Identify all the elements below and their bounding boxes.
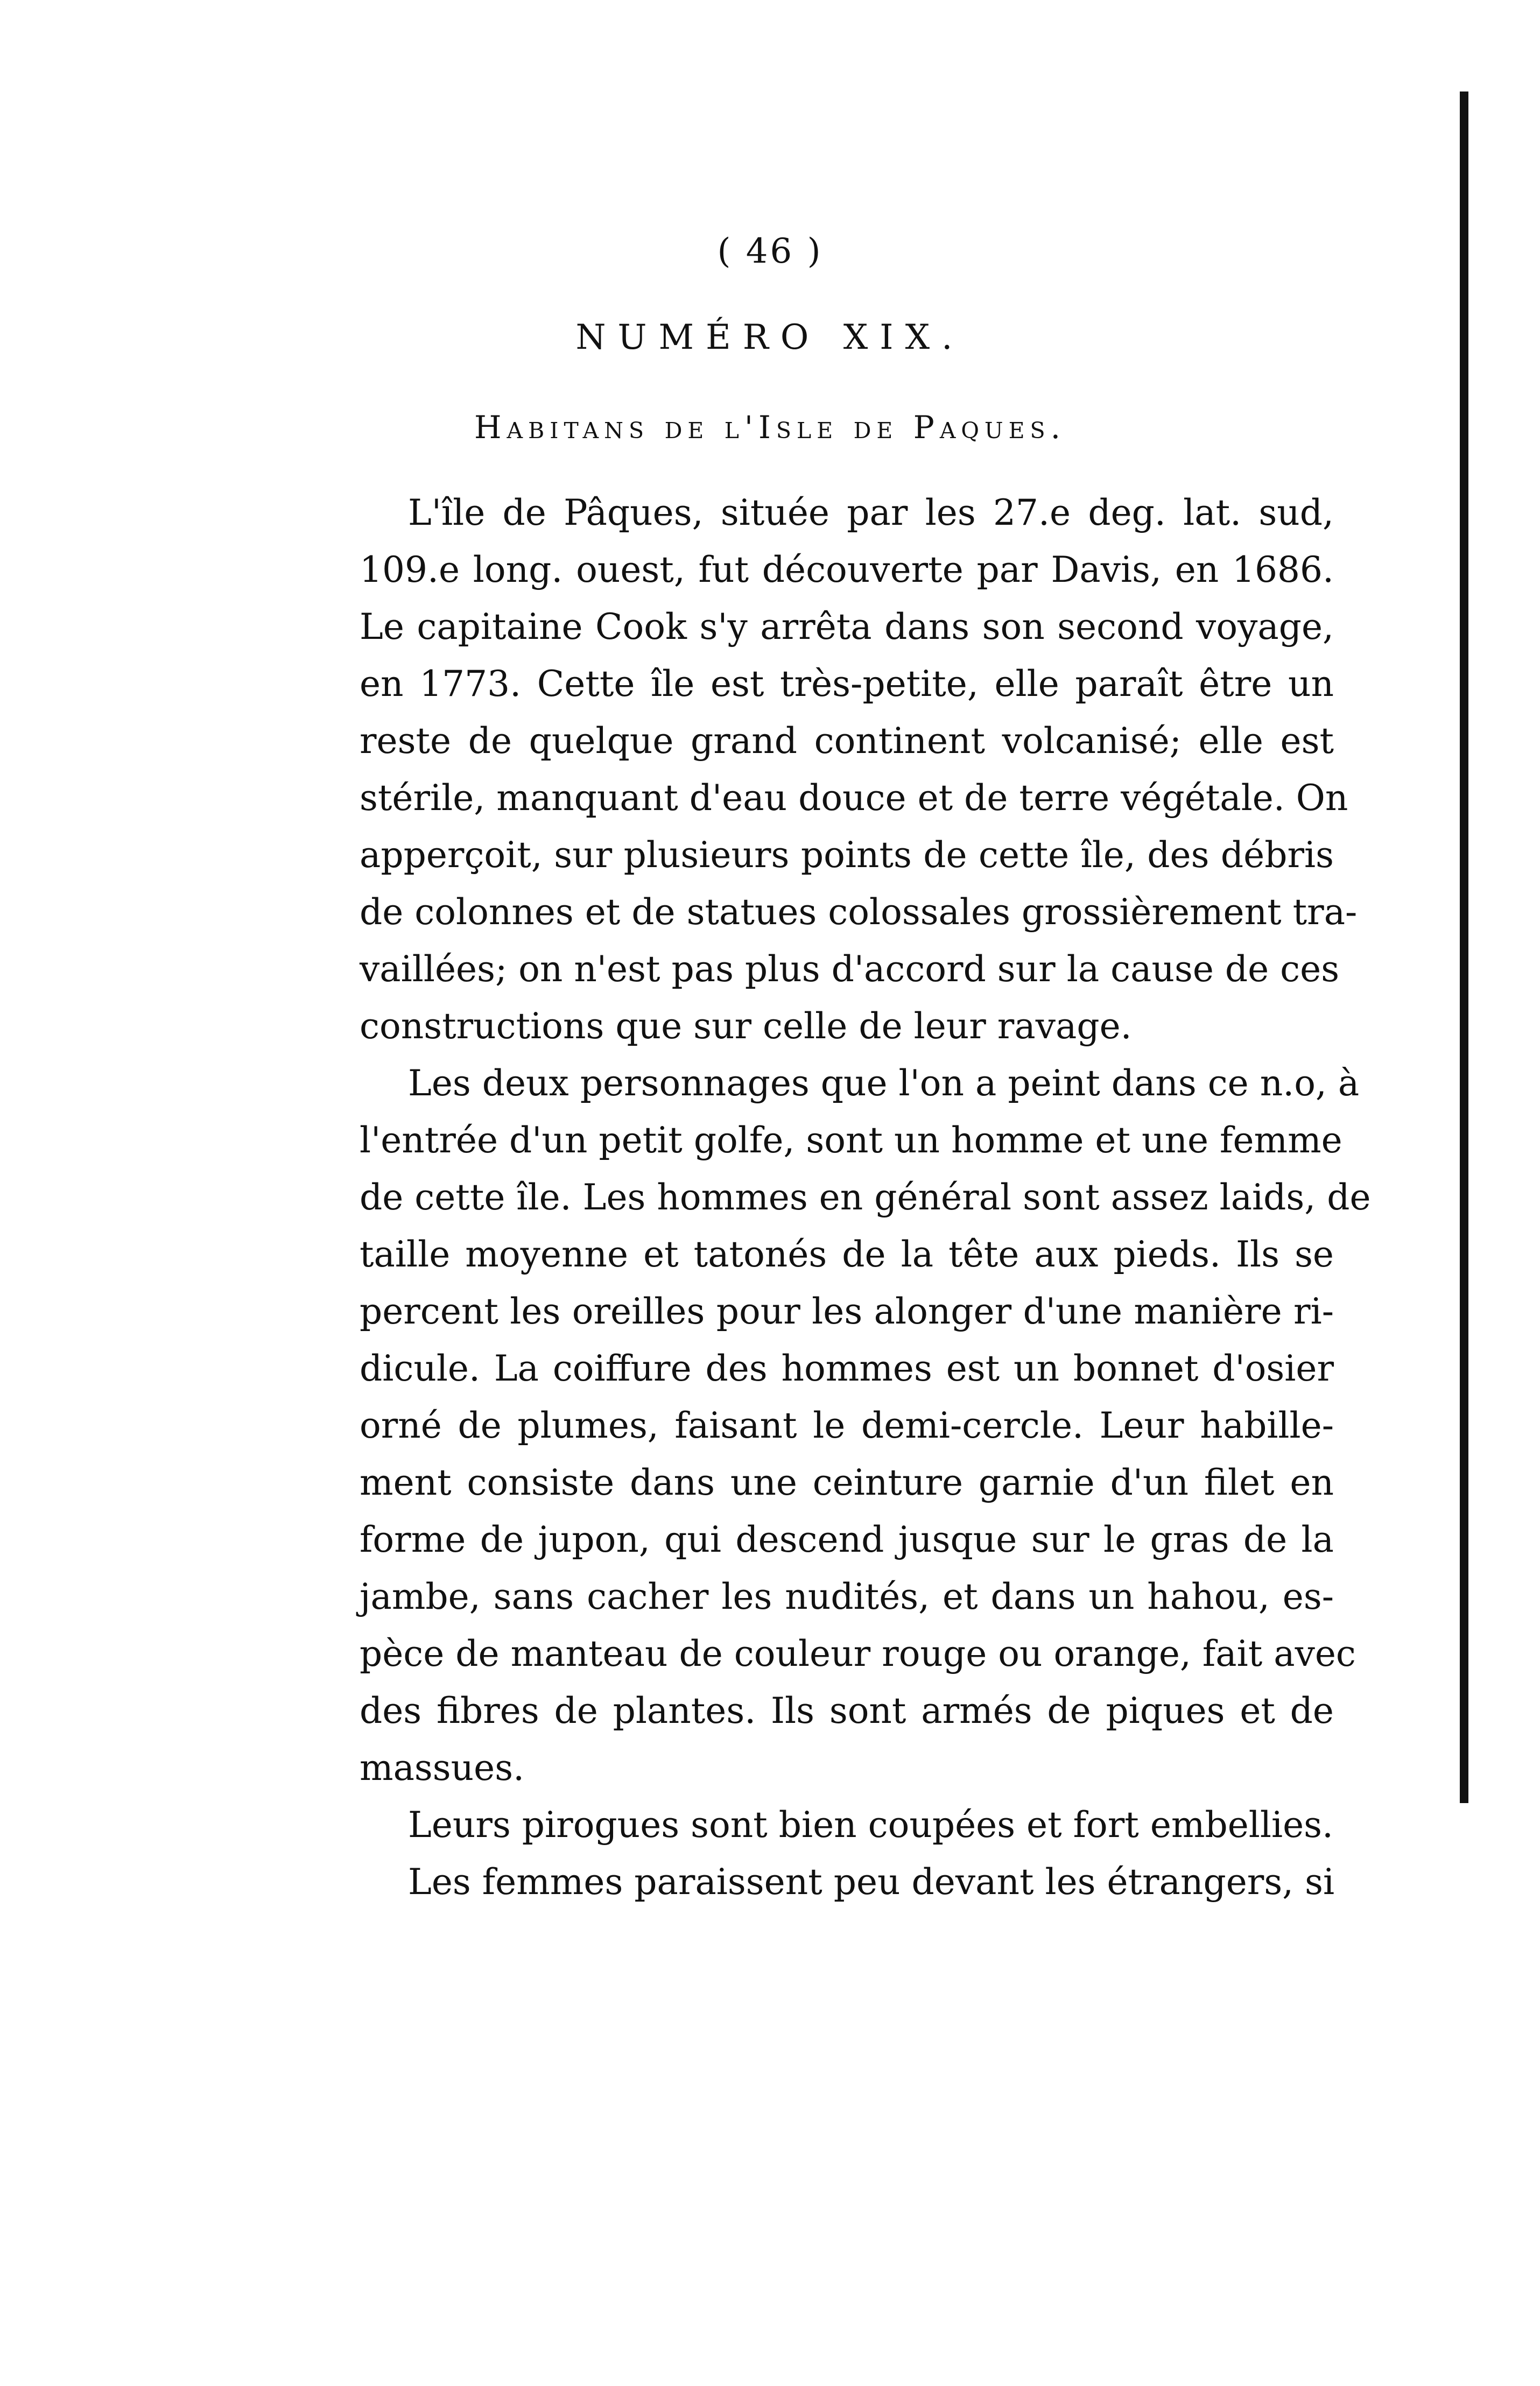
text-line: Le capitaine Cook s'y arrêta dans son second voyage, xyxy=(360,606,1334,647)
text-line: de cette île. Les hommes en général sont assez laids, de xyxy=(360,1177,1371,1218)
text-line: ment consiste dans une ceinture garnie d'un filet en xyxy=(360,1462,1334,1503)
paragraph xyxy=(360,484,1358,1055)
text-line: Leurs pirogues sont bien coupées et fort embellies. xyxy=(408,1804,1333,1846)
page-number: ( 46 ) xyxy=(717,231,823,271)
text-line: dicule. La coiffure des hommes est un bonnet d'osier xyxy=(360,1348,1334,1389)
text-line: L'île de Pâques, située par les 27.e deg. lat. sud, xyxy=(408,492,1334,533)
text-line: 109.e long. ouest, fut découverte par Davis, en 1686. xyxy=(360,549,1334,590)
text-line: de colonnes et de statues colossales grossièrement tra- xyxy=(360,891,1358,933)
text-line: pèce de manteau de couleur rouge ou orange, fait avec xyxy=(360,1633,1356,1674)
paragraph xyxy=(360,1055,1371,1797)
section-subtitle: Habitans de l'Isle de Paques. xyxy=(474,409,1066,446)
text-line: stérile, manquant d'eau douce et de terre végétale. On xyxy=(360,777,1348,819)
text-line: reste de quelque grand continent volcanisé; elle est xyxy=(360,720,1334,762)
text-line: orné de plumes, faisant le demi-cercle. Leur habille- xyxy=(360,1405,1334,1446)
text-line: vaillées; on n'est pas plus d'accord sur la cause de ces xyxy=(360,948,1340,990)
body-text xyxy=(360,484,1371,1911)
text-line: massues. xyxy=(360,1747,525,1789)
text-line: forme de jupon, qui descend jusque sur le gras de la xyxy=(360,1519,1334,1560)
text-line: en 1773. Cette île est très-petite, elle paraît être un xyxy=(360,663,1334,705)
text-line: percent les oreilles pour les alonger d'une manière ri- xyxy=(360,1291,1334,1332)
section-title: NUMÉRO XIX. xyxy=(575,318,965,357)
text-line: apperçoit, sur plusieurs points de cette île, des débris xyxy=(360,834,1334,876)
text-line: des fibres de plantes. Ils sont armés de piques et de xyxy=(360,1690,1334,1732)
text-line: jambe, sans cacher les nudités, et dans un hahou, es- xyxy=(360,1576,1334,1617)
text-line: constructions que sur celle de leur ravage. xyxy=(360,1005,1132,1047)
text-line: Les femmes paraissent peu devant les étrangers, si xyxy=(408,1861,1335,1903)
paragraph xyxy=(360,1797,1334,1854)
text-line: l'entrée d'un petit golfe, sont un homme et une femme xyxy=(360,1120,1342,1161)
text-line: Les deux personnages que l'on a peint dans ce n.o, à xyxy=(408,1062,1360,1104)
text-line: taille moyenne et tatonés de la tête aux pieds. Ils se xyxy=(360,1234,1334,1275)
paragraph xyxy=(360,1854,1334,1911)
